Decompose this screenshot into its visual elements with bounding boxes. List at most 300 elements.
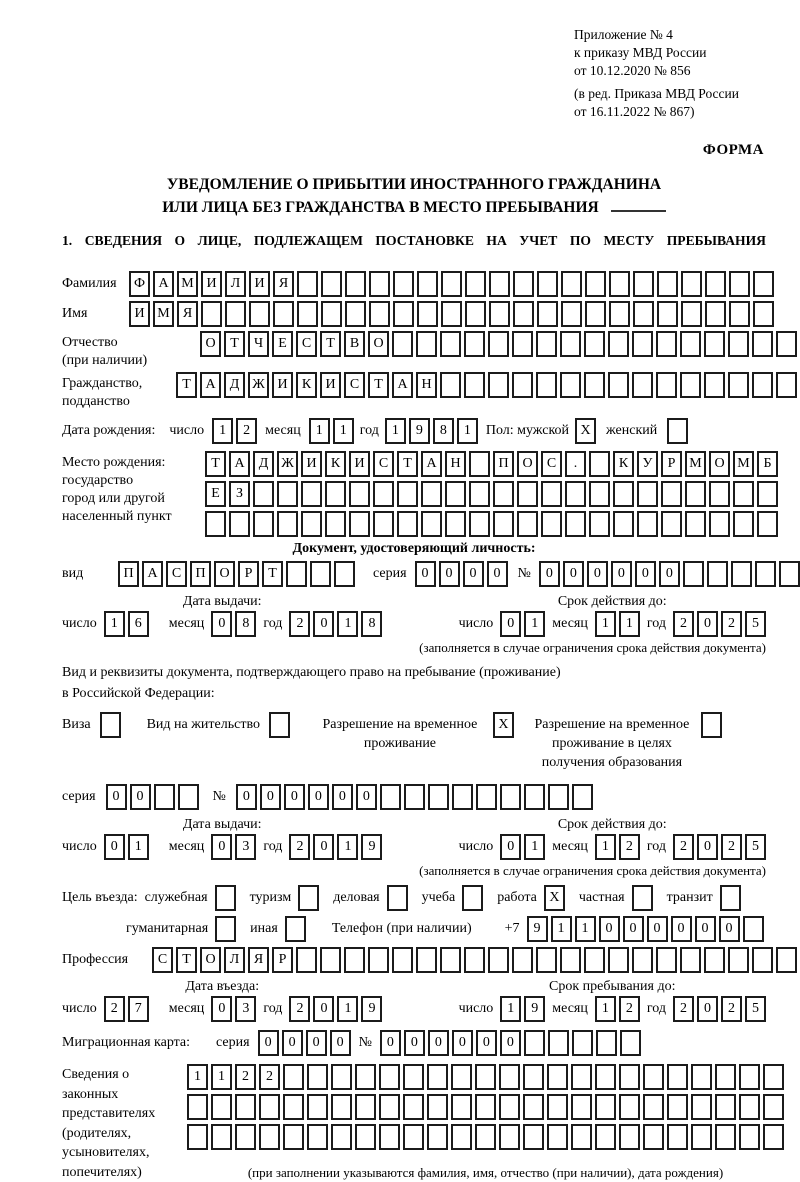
char-box[interactable]: 0 bbox=[236, 784, 257, 810]
char-box[interactable]: 2 bbox=[721, 996, 742, 1022]
char-box[interactable]: 0 bbox=[671, 916, 692, 942]
char-box[interactable]: Р bbox=[661, 451, 682, 477]
char-box[interactable] bbox=[715, 1094, 736, 1120]
char-box[interactable]: 1 bbox=[595, 996, 616, 1022]
char-box[interactable]: Т bbox=[320, 331, 341, 357]
char-box[interactable]: 8 bbox=[361, 611, 382, 637]
char-box[interactable]: 9 bbox=[527, 916, 548, 942]
char-box[interactable]: 1 bbox=[337, 834, 358, 860]
char-box[interactable] bbox=[560, 372, 581, 398]
char-box[interactable]: 2 bbox=[721, 611, 742, 637]
char-box[interactable] bbox=[705, 271, 726, 297]
char-box[interactable] bbox=[619, 1064, 640, 1090]
char-box[interactable] bbox=[752, 372, 773, 398]
char-box[interactable] bbox=[355, 1094, 376, 1120]
char-box[interactable] bbox=[547, 1124, 568, 1150]
char-box[interactable]: 2 bbox=[673, 834, 694, 860]
char-box[interactable]: 0 bbox=[284, 784, 305, 810]
char-box[interactable] bbox=[613, 481, 634, 507]
char-box[interactable] bbox=[683, 561, 704, 587]
char-box[interactable] bbox=[779, 561, 800, 587]
char-box[interactable] bbox=[619, 1124, 640, 1150]
char-box[interactable]: 1 bbox=[457, 418, 478, 444]
char-box[interactable]: 0 bbox=[563, 561, 584, 587]
char-box[interactable]: 2 bbox=[104, 996, 125, 1022]
char-box[interactable]: О bbox=[517, 451, 538, 477]
char-box[interactable] bbox=[691, 1064, 712, 1090]
char-box[interactable] bbox=[307, 1094, 328, 1120]
char-box[interactable] bbox=[512, 372, 533, 398]
char-box[interactable]: 1 bbox=[337, 611, 358, 637]
char-box[interactable] bbox=[283, 1094, 304, 1120]
char-box[interactable]: О bbox=[200, 947, 221, 973]
char-box[interactable] bbox=[345, 301, 366, 327]
char-box[interactable] bbox=[427, 1124, 448, 1150]
char-box[interactable]: А bbox=[153, 271, 174, 297]
char-box[interactable] bbox=[757, 511, 778, 537]
char-box[interactable]: 5 bbox=[745, 996, 766, 1022]
char-box[interactable] bbox=[776, 372, 797, 398]
char-box[interactable]: Е bbox=[205, 481, 226, 507]
char-box[interactable]: 9 bbox=[361, 834, 382, 860]
char-box[interactable]: А bbox=[142, 561, 163, 587]
char-box[interactable] bbox=[632, 331, 653, 357]
char-box[interactable] bbox=[368, 947, 389, 973]
char-box[interactable] bbox=[469, 481, 490, 507]
char-box[interactable] bbox=[187, 1124, 208, 1150]
char-box[interactable] bbox=[667, 1064, 688, 1090]
char-box[interactable] bbox=[755, 561, 776, 587]
char-box[interactable] bbox=[475, 1064, 496, 1090]
char-box[interactable] bbox=[464, 331, 485, 357]
char-box[interactable]: Р bbox=[238, 561, 259, 587]
char-box[interactable]: 0 bbox=[106, 784, 127, 810]
char-box[interactable]: 0 bbox=[500, 834, 521, 860]
char-box[interactable] bbox=[320, 947, 341, 973]
char-box[interactable] bbox=[464, 947, 485, 973]
char-box[interactable] bbox=[685, 511, 706, 537]
char-box[interactable] bbox=[465, 301, 486, 327]
char-box[interactable] bbox=[739, 1124, 760, 1150]
char-box[interactable] bbox=[489, 301, 510, 327]
char-box[interactable]: 0 bbox=[635, 561, 656, 587]
char-box[interactable]: 0 bbox=[623, 916, 644, 942]
visa-checkbox[interactable] bbox=[100, 712, 121, 738]
char-box[interactable] bbox=[493, 511, 514, 537]
char-box[interactable] bbox=[417, 301, 438, 327]
purpose-study-checkbox[interactable] bbox=[462, 885, 483, 911]
char-box[interactable] bbox=[613, 511, 634, 537]
char-box[interactable] bbox=[707, 561, 728, 587]
char-box[interactable] bbox=[537, 301, 558, 327]
char-box[interactable] bbox=[704, 947, 725, 973]
char-box[interactable]: Н bbox=[445, 451, 466, 477]
char-box[interactable]: 9 bbox=[361, 996, 382, 1022]
char-box[interactable]: 0 bbox=[211, 996, 232, 1022]
char-box[interactable]: 3 bbox=[235, 996, 256, 1022]
char-box[interactable] bbox=[345, 271, 366, 297]
char-box[interactable] bbox=[403, 1094, 424, 1120]
char-box[interactable] bbox=[685, 481, 706, 507]
char-box[interactable]: А bbox=[392, 372, 413, 398]
char-box[interactable] bbox=[369, 271, 390, 297]
char-box[interactable] bbox=[235, 1094, 256, 1120]
char-box[interactable]: Ж bbox=[248, 372, 269, 398]
char-box[interactable] bbox=[643, 1094, 664, 1120]
char-box[interactable] bbox=[451, 1124, 472, 1150]
char-box[interactable]: 0 bbox=[258, 1030, 279, 1056]
study-residence-checkbox[interactable] bbox=[701, 712, 722, 738]
char-box[interactable]: Т bbox=[176, 947, 197, 973]
char-box[interactable] bbox=[752, 331, 773, 357]
char-box[interactable]: 2 bbox=[619, 996, 640, 1022]
char-box[interactable] bbox=[296, 947, 317, 973]
char-box[interactable]: Т bbox=[368, 372, 389, 398]
char-box[interactable] bbox=[657, 271, 678, 297]
char-box[interactable] bbox=[656, 372, 677, 398]
char-box[interactable] bbox=[743, 916, 764, 942]
char-box[interactable] bbox=[680, 372, 701, 398]
char-box[interactable]: О bbox=[368, 331, 389, 357]
char-box[interactable]: И bbox=[249, 271, 270, 297]
char-box[interactable]: С bbox=[541, 451, 562, 477]
char-box[interactable] bbox=[452, 784, 473, 810]
char-box[interactable] bbox=[379, 1124, 400, 1150]
char-box[interactable]: 0 bbox=[439, 561, 460, 587]
char-box[interactable] bbox=[301, 481, 322, 507]
char-box[interactable] bbox=[584, 372, 605, 398]
char-box[interactable]: 1 bbox=[385, 418, 406, 444]
char-box[interactable] bbox=[440, 372, 461, 398]
char-box[interactable] bbox=[445, 481, 466, 507]
char-box[interactable] bbox=[499, 1094, 520, 1120]
char-box[interactable]: У bbox=[637, 451, 658, 477]
char-box[interactable]: Р bbox=[272, 947, 293, 973]
char-box[interactable] bbox=[488, 947, 509, 973]
char-box[interactable] bbox=[325, 481, 346, 507]
char-box[interactable]: 0 bbox=[428, 1030, 449, 1056]
char-box[interactable] bbox=[500, 784, 521, 810]
char-box[interactable] bbox=[178, 784, 199, 810]
char-box[interactable] bbox=[584, 947, 605, 973]
char-box[interactable]: И bbox=[320, 372, 341, 398]
char-box[interactable] bbox=[249, 301, 270, 327]
char-box[interactable] bbox=[297, 271, 318, 297]
char-box[interactable]: 0 bbox=[404, 1030, 425, 1056]
char-box[interactable] bbox=[445, 511, 466, 537]
char-box[interactable] bbox=[253, 511, 274, 537]
char-box[interactable]: 1 bbox=[337, 996, 358, 1022]
char-box[interactable]: 0 bbox=[697, 996, 718, 1022]
char-box[interactable]: 0 bbox=[587, 561, 608, 587]
char-box[interactable] bbox=[380, 784, 401, 810]
char-box[interactable] bbox=[524, 784, 545, 810]
purpose-work-checkbox[interactable]: X bbox=[544, 885, 565, 911]
char-box[interactable]: Т bbox=[224, 331, 245, 357]
char-box[interactable] bbox=[733, 511, 754, 537]
char-box[interactable] bbox=[421, 511, 442, 537]
char-box[interactable]: С bbox=[296, 331, 317, 357]
char-box[interactable]: 2 bbox=[289, 996, 310, 1022]
char-box[interactable]: 1 bbox=[575, 916, 596, 942]
char-box[interactable] bbox=[344, 947, 365, 973]
char-box[interactable] bbox=[369, 301, 390, 327]
char-box[interactable] bbox=[512, 947, 533, 973]
char-box[interactable] bbox=[536, 947, 557, 973]
char-box[interactable] bbox=[709, 481, 730, 507]
char-box[interactable]: 2 bbox=[289, 834, 310, 860]
char-box[interactable] bbox=[589, 511, 610, 537]
char-box[interactable] bbox=[310, 561, 331, 587]
char-box[interactable] bbox=[680, 331, 701, 357]
char-box[interactable]: . bbox=[565, 451, 586, 477]
char-box[interactable] bbox=[537, 271, 558, 297]
char-box[interactable] bbox=[661, 481, 682, 507]
char-box[interactable] bbox=[523, 1124, 544, 1150]
char-box[interactable]: 0 bbox=[330, 1030, 351, 1056]
char-box[interactable] bbox=[560, 331, 581, 357]
char-box[interactable] bbox=[763, 1094, 784, 1120]
char-box[interactable]: К bbox=[296, 372, 317, 398]
char-box[interactable] bbox=[476, 784, 497, 810]
char-box[interactable] bbox=[733, 481, 754, 507]
char-box[interactable] bbox=[451, 1064, 472, 1090]
char-box[interactable]: 0 bbox=[500, 1030, 521, 1056]
char-box[interactable] bbox=[547, 1094, 568, 1120]
char-box[interactable] bbox=[307, 1124, 328, 1150]
char-box[interactable] bbox=[633, 271, 654, 297]
char-box[interactable]: 0 bbox=[282, 1030, 303, 1056]
char-box[interactable]: 0 bbox=[599, 916, 620, 942]
purpose-other-checkbox[interactable] bbox=[285, 916, 306, 942]
temp-residence-checkbox[interactable]: X bbox=[493, 712, 514, 738]
char-box[interactable] bbox=[572, 1030, 593, 1056]
char-box[interactable]: 0 bbox=[104, 834, 125, 860]
sex-female-checkbox[interactable] bbox=[667, 418, 688, 444]
char-box[interactable]: 0 bbox=[697, 611, 718, 637]
char-box[interactable]: 1 bbox=[128, 834, 149, 860]
char-box[interactable]: 1 bbox=[595, 834, 616, 860]
char-box[interactable] bbox=[643, 1064, 664, 1090]
char-box[interactable] bbox=[373, 481, 394, 507]
char-box[interactable] bbox=[355, 1064, 376, 1090]
char-box[interactable]: Я bbox=[177, 301, 198, 327]
char-box[interactable] bbox=[392, 947, 413, 973]
char-box[interactable]: 0 bbox=[313, 996, 334, 1022]
char-box[interactable]: М bbox=[685, 451, 706, 477]
char-box[interactable] bbox=[609, 271, 630, 297]
char-box[interactable] bbox=[488, 331, 509, 357]
char-box[interactable]: О bbox=[214, 561, 235, 587]
char-box[interactable] bbox=[763, 1064, 784, 1090]
char-box[interactable] bbox=[608, 947, 629, 973]
char-box[interactable] bbox=[589, 481, 610, 507]
char-box[interactable] bbox=[211, 1094, 232, 1120]
char-box[interactable]: 1 bbox=[333, 418, 354, 444]
char-box[interactable]: И bbox=[301, 451, 322, 477]
char-box[interactable]: Д bbox=[224, 372, 245, 398]
char-box[interactable]: М bbox=[153, 301, 174, 327]
char-box[interactable] bbox=[524, 1030, 545, 1056]
char-box[interactable]: 0 bbox=[380, 1030, 401, 1056]
char-box[interactable] bbox=[253, 481, 274, 507]
char-box[interactable] bbox=[763, 1124, 784, 1150]
char-box[interactable] bbox=[637, 481, 658, 507]
char-box[interactable] bbox=[469, 511, 490, 537]
char-box[interactable]: Е bbox=[272, 331, 293, 357]
char-box[interactable]: Л bbox=[224, 947, 245, 973]
char-box[interactable] bbox=[681, 271, 702, 297]
char-box[interactable]: С bbox=[166, 561, 187, 587]
char-box[interactable] bbox=[283, 1124, 304, 1150]
char-box[interactable] bbox=[709, 511, 730, 537]
char-box[interactable]: П bbox=[493, 451, 514, 477]
char-box[interactable] bbox=[757, 481, 778, 507]
char-box[interactable]: 0 bbox=[130, 784, 151, 810]
char-box[interactable] bbox=[560, 947, 581, 973]
char-box[interactable] bbox=[704, 372, 725, 398]
char-box[interactable] bbox=[488, 372, 509, 398]
char-box[interactable] bbox=[633, 301, 654, 327]
char-box[interactable]: А bbox=[229, 451, 250, 477]
char-box[interactable] bbox=[715, 1124, 736, 1150]
char-box[interactable] bbox=[704, 331, 725, 357]
char-box[interactable] bbox=[513, 271, 534, 297]
char-box[interactable] bbox=[205, 511, 226, 537]
char-box[interactable] bbox=[512, 331, 533, 357]
char-box[interactable] bbox=[235, 1124, 256, 1150]
char-box[interactable] bbox=[259, 1124, 280, 1150]
char-box[interactable] bbox=[680, 947, 701, 973]
char-box[interactable] bbox=[632, 947, 653, 973]
char-box[interactable]: 0 bbox=[463, 561, 484, 587]
char-box[interactable]: 0 bbox=[260, 784, 281, 810]
char-box[interactable] bbox=[277, 481, 298, 507]
char-box[interactable] bbox=[201, 301, 222, 327]
char-box[interactable] bbox=[609, 301, 630, 327]
char-box[interactable] bbox=[776, 947, 797, 973]
char-box[interactable] bbox=[541, 511, 562, 537]
char-box[interactable]: 5 bbox=[745, 834, 766, 860]
char-box[interactable] bbox=[225, 301, 246, 327]
char-box[interactable]: М bbox=[733, 451, 754, 477]
char-box[interactable] bbox=[325, 511, 346, 537]
char-box[interactable] bbox=[705, 301, 726, 327]
char-box[interactable] bbox=[715, 1064, 736, 1090]
char-box[interactable]: 1 bbox=[187, 1064, 208, 1090]
char-box[interactable] bbox=[403, 1064, 424, 1090]
char-box[interactable] bbox=[691, 1124, 712, 1150]
purpose-transit-checkbox[interactable] bbox=[720, 885, 741, 911]
char-box[interactable]: А bbox=[200, 372, 221, 398]
char-box[interactable]: 0 bbox=[211, 834, 232, 860]
char-box[interactable] bbox=[739, 1064, 760, 1090]
char-box[interactable] bbox=[637, 511, 658, 537]
char-box[interactable]: 0 bbox=[313, 834, 334, 860]
char-box[interactable] bbox=[589, 451, 610, 477]
char-box[interactable]: И bbox=[129, 301, 150, 327]
char-box[interactable]: В bbox=[344, 331, 365, 357]
char-box[interactable]: 0 bbox=[356, 784, 377, 810]
char-box[interactable] bbox=[355, 1124, 376, 1150]
char-box[interactable]: 0 bbox=[659, 561, 680, 587]
char-box[interactable]: 0 bbox=[611, 561, 632, 587]
char-box[interactable]: 1 bbox=[619, 611, 640, 637]
char-box[interactable]: 2 bbox=[289, 611, 310, 637]
char-box[interactable] bbox=[469, 451, 490, 477]
char-box[interactable]: 2 bbox=[619, 834, 640, 860]
char-box[interactable]: А bbox=[421, 451, 442, 477]
char-box[interactable]: 0 bbox=[452, 1030, 473, 1056]
char-box[interactable]: 1 bbox=[211, 1064, 232, 1090]
char-box[interactable] bbox=[301, 511, 322, 537]
char-box[interactable]: 1 bbox=[500, 996, 521, 1022]
char-box[interactable] bbox=[728, 331, 749, 357]
char-box[interactable]: 1 bbox=[524, 611, 545, 637]
char-box[interactable]: М bbox=[177, 271, 198, 297]
char-box[interactable] bbox=[499, 1064, 520, 1090]
char-box[interactable] bbox=[728, 947, 749, 973]
char-box[interactable] bbox=[465, 271, 486, 297]
char-box[interactable]: Ж bbox=[277, 451, 298, 477]
char-box[interactable] bbox=[632, 372, 653, 398]
char-box[interactable] bbox=[331, 1124, 352, 1150]
char-box[interactable] bbox=[440, 331, 461, 357]
char-box[interactable] bbox=[731, 561, 752, 587]
char-box[interactable]: Т bbox=[262, 561, 283, 587]
char-box[interactable] bbox=[392, 331, 413, 357]
char-box[interactable]: 1 bbox=[309, 418, 330, 444]
char-box[interactable]: 5 bbox=[745, 611, 766, 637]
char-box[interactable] bbox=[729, 271, 750, 297]
char-box[interactable] bbox=[297, 301, 318, 327]
char-box[interactable] bbox=[499, 1124, 520, 1150]
char-box[interactable] bbox=[608, 372, 629, 398]
char-box[interactable] bbox=[523, 1094, 544, 1120]
char-box[interactable]: И bbox=[272, 372, 293, 398]
char-box[interactable] bbox=[595, 1094, 616, 1120]
char-box[interactable] bbox=[548, 1030, 569, 1056]
char-box[interactable]: 0 bbox=[211, 611, 232, 637]
char-box[interactable]: Я bbox=[273, 271, 294, 297]
char-box[interactable] bbox=[259, 1094, 280, 1120]
char-box[interactable] bbox=[428, 784, 449, 810]
char-box[interactable] bbox=[681, 301, 702, 327]
char-box[interactable] bbox=[691, 1094, 712, 1120]
char-box[interactable]: Л bbox=[225, 271, 246, 297]
char-box[interactable]: 7 bbox=[128, 996, 149, 1022]
char-box[interactable] bbox=[619, 1094, 640, 1120]
char-box[interactable] bbox=[416, 947, 437, 973]
char-box[interactable] bbox=[561, 301, 582, 327]
char-box[interactable]: 0 bbox=[695, 916, 716, 942]
char-box[interactable] bbox=[572, 784, 593, 810]
char-box[interactable] bbox=[595, 1124, 616, 1150]
char-box[interactable]: О bbox=[200, 331, 221, 357]
char-box[interactable] bbox=[283, 1064, 304, 1090]
char-box[interactable] bbox=[393, 271, 414, 297]
purpose-humanitarian-checkbox[interactable] bbox=[215, 916, 236, 942]
char-box[interactable]: 0 bbox=[476, 1030, 497, 1056]
char-box[interactable]: 2 bbox=[236, 418, 257, 444]
char-box[interactable] bbox=[187, 1094, 208, 1120]
char-box[interactable]: Ч bbox=[248, 331, 269, 357]
char-box[interactable] bbox=[441, 271, 462, 297]
char-box[interactable]: 2 bbox=[721, 834, 742, 860]
char-box[interactable] bbox=[489, 271, 510, 297]
char-box[interactable] bbox=[752, 947, 773, 973]
purpose-tourism-checkbox[interactable] bbox=[298, 885, 319, 911]
